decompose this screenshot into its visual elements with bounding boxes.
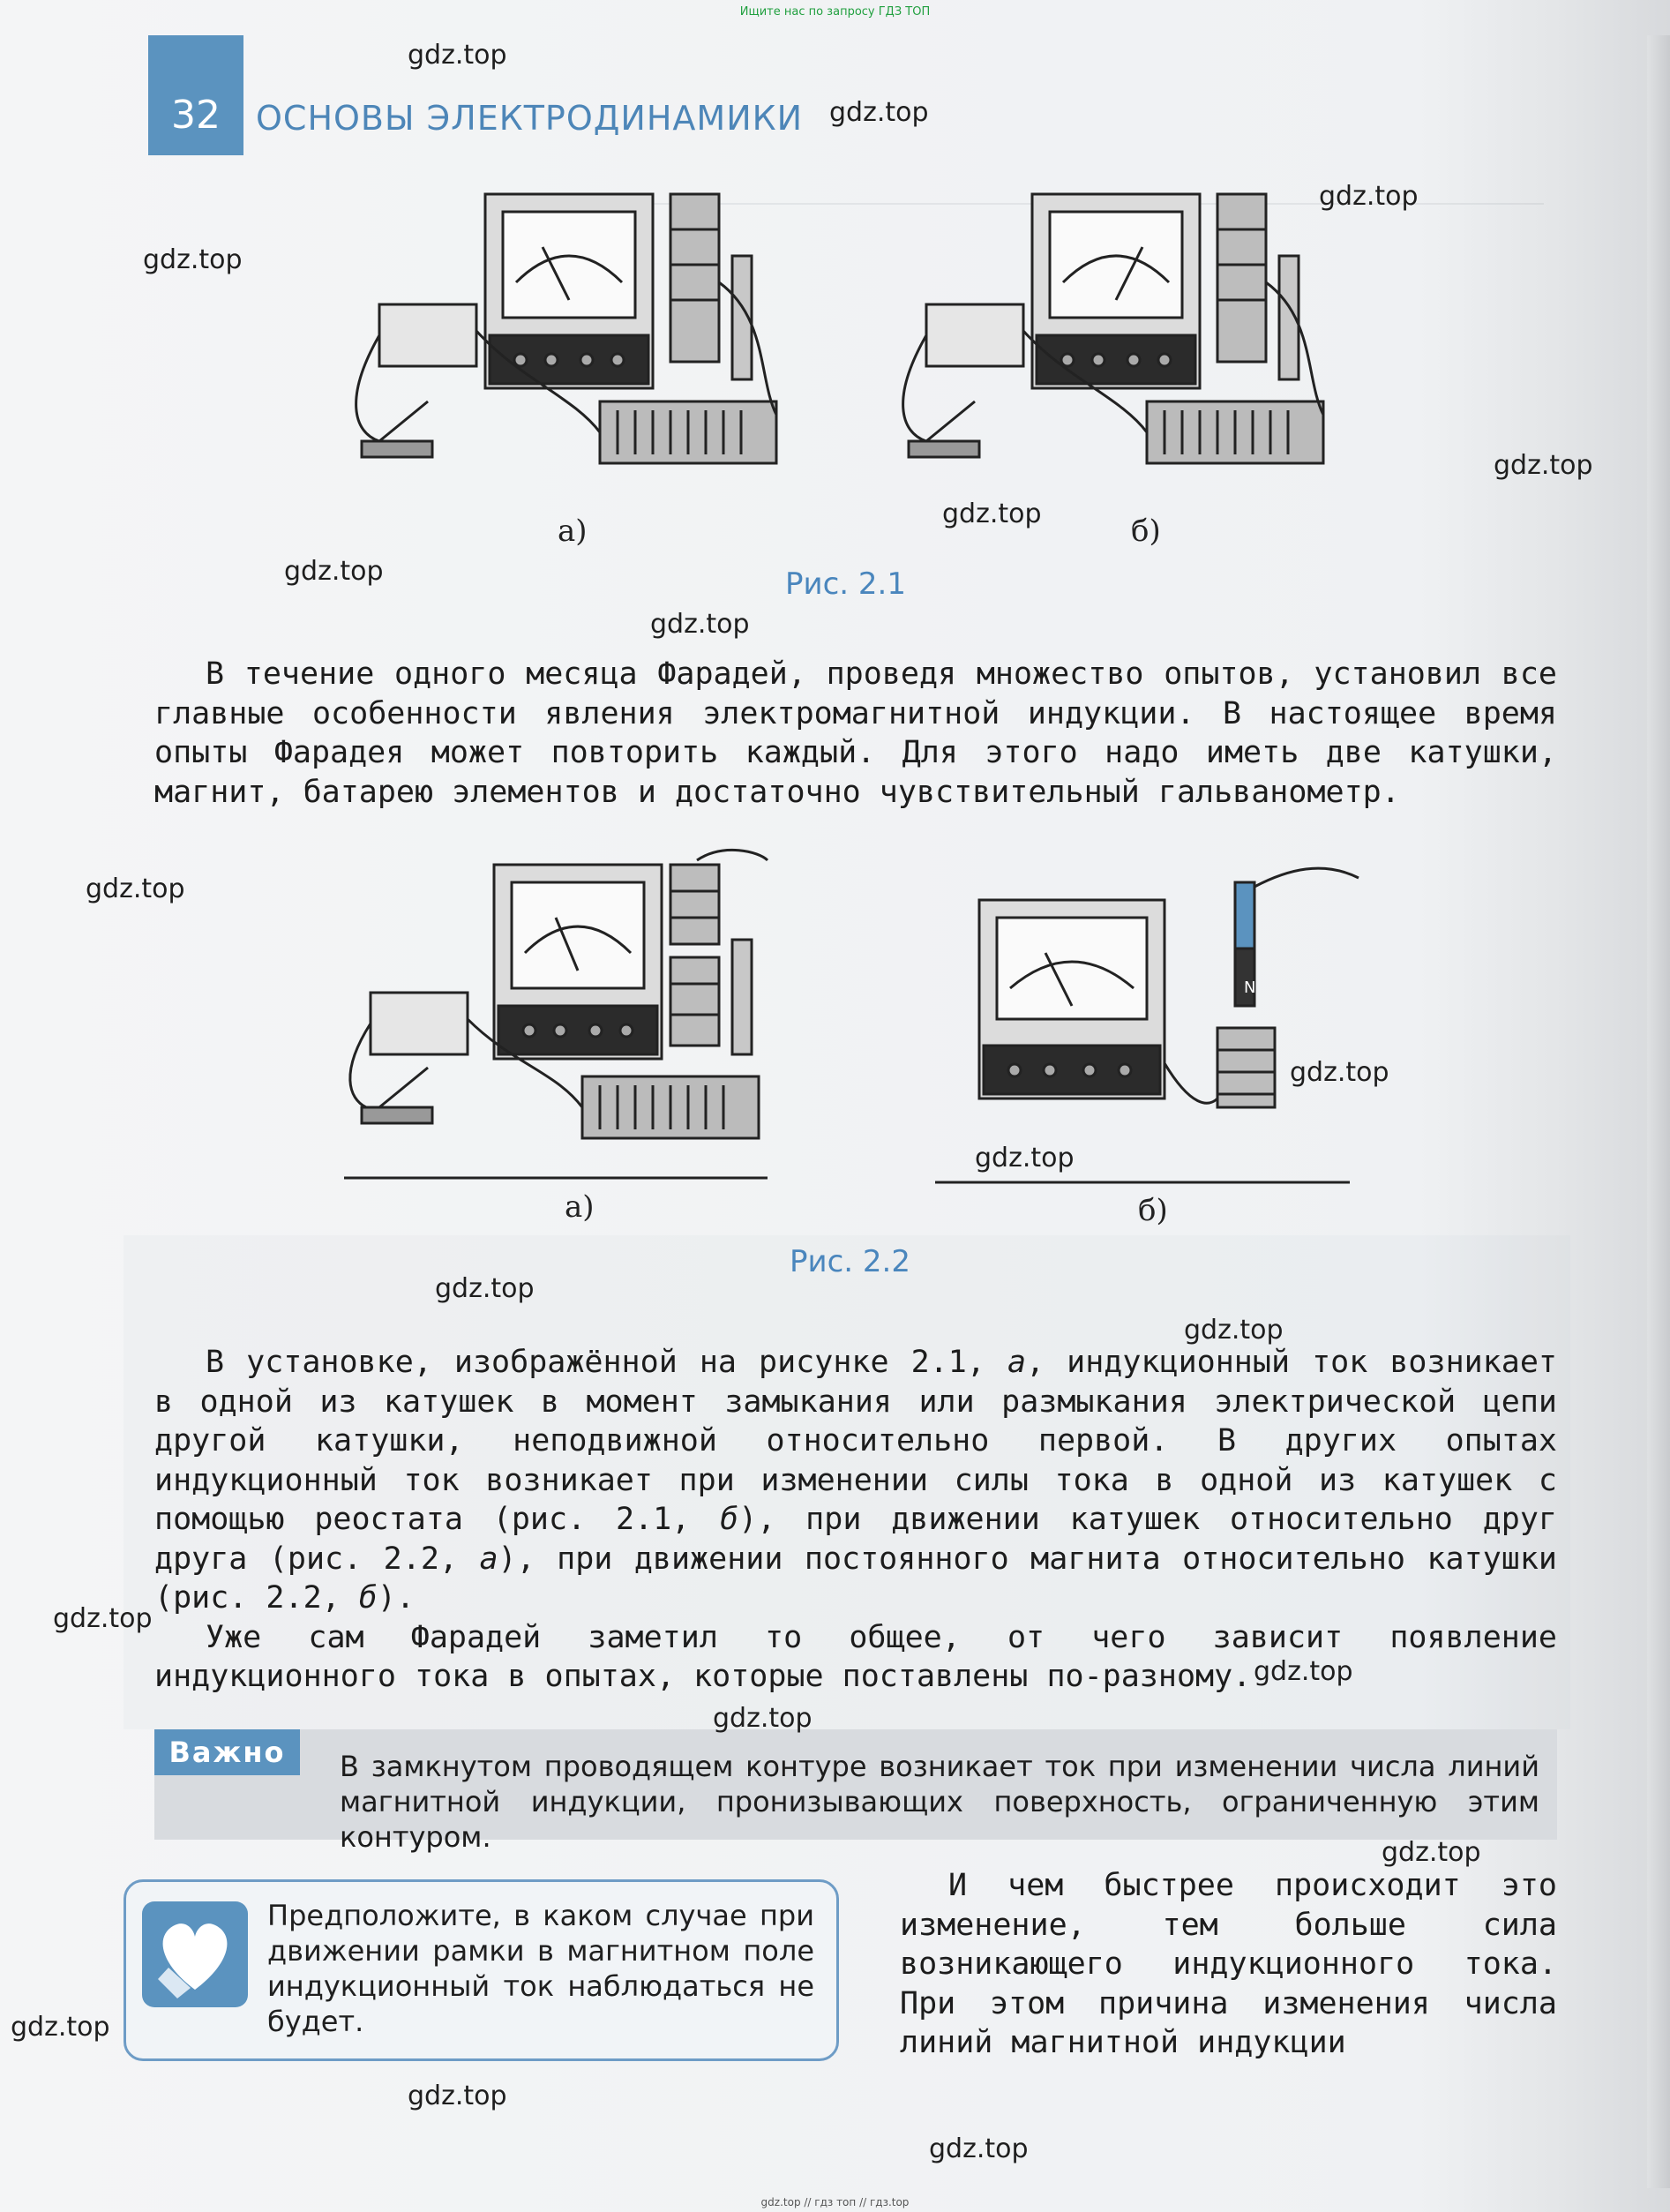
fig-2-1-label-b: б) <box>1131 514 1161 549</box>
page-number: 32 <box>148 35 243 155</box>
section-title: ОСНОВЫ ЭЛЕКТРОДИНАМИКИ <box>256 99 804 138</box>
fig-2-1-label-a: а) <box>558 514 588 549</box>
watermark: gdz.top <box>829 97 929 128</box>
watermark: gdz.top <box>86 874 185 904</box>
fig-2-2-label-a: а) <box>565 1189 595 1225</box>
watermark: gdz.top <box>1184 1315 1284 1346</box>
top-notice: Ищите нас по запросу ГДЗ ТОП <box>739 5 931 19</box>
watermark: gdz.top <box>1319 181 1419 212</box>
watermark: gdz.top <box>713 1703 813 1734</box>
watermark: gdz.top <box>408 40 507 71</box>
paragraph-2 <box>154 1343 1557 1697</box>
watermark: gdz.top <box>53 1603 153 1634</box>
paragraph-1-text: В течение одного месяца Фарадей, проведя множество опытов, установил все главные особенности явления электромагнитной индукции. В настоящее время опыты Фарадея может повторить каждый. Для этого надо иметь две катушки, магнит, батарею элементов и достаточно чувствительный гальванометр. <box>154 656 1557 810</box>
switch <box>362 441 432 457</box>
watermark: gdz.top <box>284 556 384 587</box>
figure-2-2 <box>344 843 1403 1196</box>
paragraph-1 <box>154 655 1557 812</box>
right-column-paragraph <box>900 1866 1557 2063</box>
fig-2-1-caption: Рис. 2.1 <box>785 566 906 602</box>
heart-hand-icon <box>142 1901 248 2007</box>
watermark: gdz.top <box>975 1143 1075 1173</box>
watermark: gdz.top <box>143 244 243 275</box>
watermark: gdz.top <box>1290 1057 1389 1088</box>
right-column-text: И чем быстрее происходит это изменение, тем больше сила возникающего индукционного тока. При этом причина изменения числа линий магнитной индукции <box>900 1868 1557 2060</box>
watermark: gdz.top <box>408 2081 507 2111</box>
task-box <box>124 1879 839 2061</box>
important-text: В замкнутом проводящем контуре возникает ток при изменении числа линий магнитной индукции, пронизывающих поверхность, ограниченную этим контуром. <box>340 1750 1539 1854</box>
task-text: Предположите, в каком случае при движении рамки в магнитном поле индукционный ток наблюдаться не будет. <box>267 1899 814 2038</box>
watermark: gdz.top <box>942 499 1042 529</box>
watermark: gdz.top <box>435 1273 535 1304</box>
fig-2-2-label-b: б) <box>1138 1193 1168 1228</box>
bottom-notice: gdz.top // гдз топ // гдз.top <box>760 2196 910 2208</box>
fig-2-2-caption: Рис. 2.2 <box>790 1244 910 1279</box>
watermark: gdz.top <box>1254 1656 1353 1687</box>
watermark: gdz.top <box>929 2133 1029 2164</box>
watermark: gdz.top <box>11 2012 110 2043</box>
paragraph-2-text: В установке, изображённой на рисунке 2.1, а, индукционный ток возникает в одной из катушек в момент замыкания или размыкания электрической цепи другой катушки, неподвижной относительно первой. В других опытах индукционный ток возникает при изменении силы тока в одной из катушек с помощью реостата (рис. 2.1, б), при движении катушек относительно друг друга (рис. 2.2, а), при движении постоянного магнита относительно катушки (рис. 2.2, б). <box>154 1345 1558 1616</box>
important-badge: Важно <box>154 1729 300 1775</box>
figure-2-1 <box>344 176 1385 556</box>
page-edge-shadow <box>1647 35 1670 2188</box>
watermark: gdz.top <box>650 609 750 640</box>
watermark: gdz.top <box>1382 1837 1481 1868</box>
watermark: gdz.top <box>1494 450 1593 481</box>
coil-stack <box>670 194 719 362</box>
magnet-pole-label: N <box>1244 979 1256 997</box>
battery <box>379 304 476 366</box>
paragraph-3-text: Уже сам Фарадей заметил то общее, от чего зависит появление индукционного тока в опытах, которые поставлены по-разному. <box>154 1619 1557 1694</box>
